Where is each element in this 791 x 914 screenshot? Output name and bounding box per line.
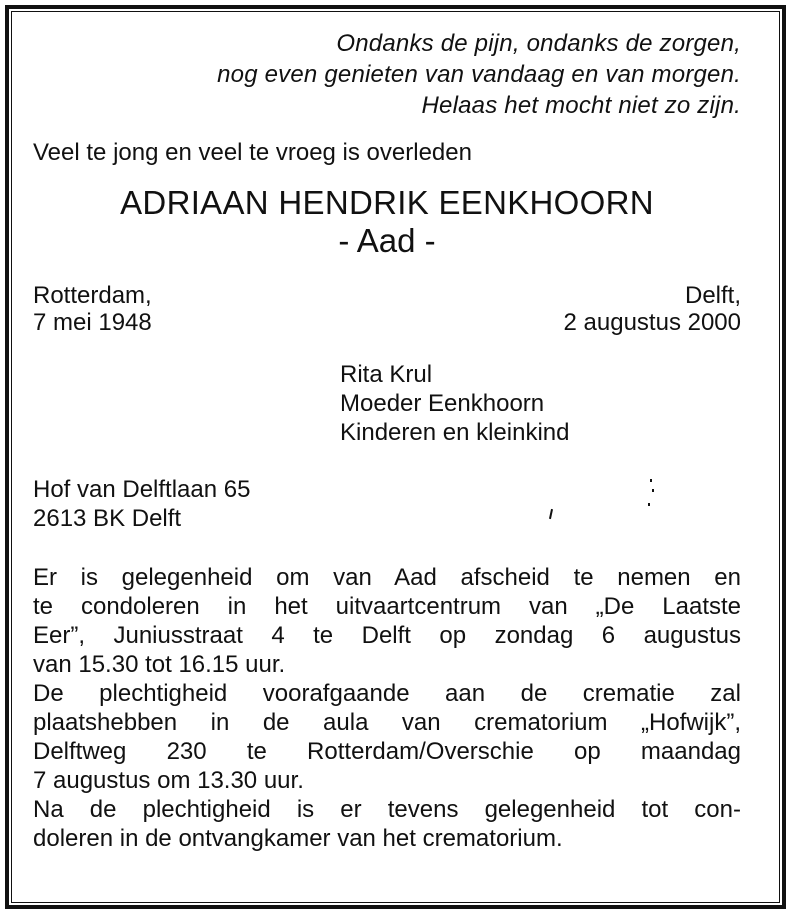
notice-line: doleren in de ontvangkamer van het crematorium. [33, 825, 563, 852]
notice-line: Eer”, Juniusstraat 4 te Delft op zondag 6 augustus [33, 622, 741, 649]
birth-place: Rotterdam, [33, 282, 152, 309]
birth-date: 7 mei 1948 [33, 309, 152, 336]
mourner: Rita Krul [340, 361, 433, 388]
notice-line: te condoleren in het uitvaartcentrum van „De Laatste [33, 593, 741, 620]
poem [33, 28, 741, 121]
notice-line: De plechtigheid voorafgaande aan de crematie zal [33, 680, 741, 707]
poem-line: nog even genieten van vandaag en van morgen. [217, 61, 741, 88]
address-street: Hof van Delftlaan 65 [33, 476, 251, 503]
birth-info [33, 282, 152, 336]
mourners-list [340, 360, 741, 447]
notice-paragraph-condolence [33, 795, 741, 853]
death-place: Delft, [684, 282, 741, 309]
family-address [33, 475, 741, 533]
notice-line: Na de plechtigheid is er tevens gelegenheid tot con- [33, 796, 741, 823]
notice-line: van 15.30 tot 16.15 uur. [33, 651, 286, 678]
death-date: 2 augustus 2000 [563, 309, 741, 336]
funeral-notice [33, 563, 741, 853]
deceased-nickname: - Aad - [338, 222, 436, 259]
mourner: Moeder Eenkhoorn [340, 390, 545, 417]
poem-line: Helaas het mocht niet zo zijn. [421, 92, 741, 119]
notice-line: Delftweg 230 te Rotterdam/Overschie op maandag [33, 738, 741, 765]
notice-line: plaatshebben in de aula van crematorium „Hofwijk”, [33, 709, 741, 736]
print-speck [648, 503, 650, 506]
poem-line: Ondanks de pijn, ondanks de zorgen, [336, 30, 741, 57]
notice-line: Er is gelegenheid om van Aad afscheid te nemen en [33, 564, 741, 591]
intro-text: Veel te jong en veel te vroeg is overleden [33, 139, 472, 166]
notice-paragraph-ceremony [33, 679, 741, 795]
life-dates [33, 282, 741, 336]
address-postal-city: 2613 BK Delft [33, 505, 182, 532]
print-speck [650, 479, 652, 482]
print-speck [652, 489, 654, 492]
death-info [564, 282, 741, 336]
mourner: Kinderen en kleinkind [340, 419, 570, 446]
deceased-name: ADRIAAN HENDRIK EENKHOORN [120, 184, 654, 221]
notice-line: 7 augustus om 13.30 uur. [33, 767, 304, 794]
notice-paragraph-viewing [33, 563, 741, 679]
death-announcement [33, 28, 741, 853]
